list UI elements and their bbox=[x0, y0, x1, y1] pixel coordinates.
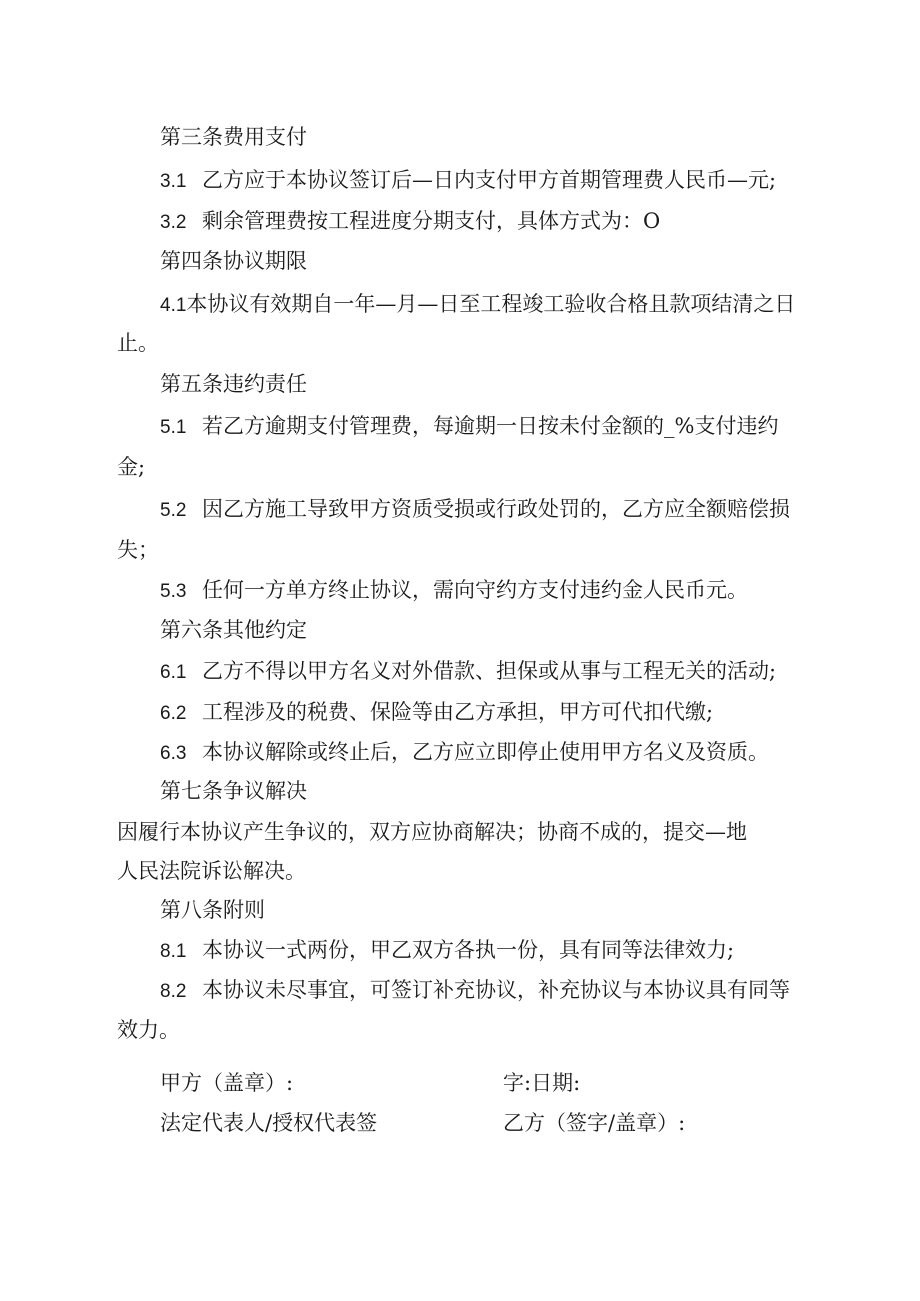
clause-8-2-cont: 效力。 bbox=[117, 1018, 180, 1042]
clause-text: 乙方不得以甲方名义对外借款、担保或从事与工程无关的活动; bbox=[202, 659, 777, 683]
clause-5-1 bbox=[160, 411, 778, 443]
clause-number: 6.2 bbox=[160, 703, 187, 724]
clause-text: 本协议未尽事宜，可签订补充协议，补充协议与本协议具有同等 bbox=[202, 978, 790, 1002]
clause-5-3 bbox=[160, 575, 748, 607]
clause-text: 本协议有效期自一年—月—日至工程竣工验收合格且款项结清之日 bbox=[186, 292, 796, 316]
clause-text: 因乙方施工导致甲方资质受损或行政处罚的，乙方应全额赔偿损 bbox=[202, 497, 790, 521]
clause-5-2 bbox=[160, 494, 790, 526]
clause-number: 8.1 bbox=[160, 941, 187, 962]
article-5-title: 第五条违约责任 bbox=[160, 372, 307, 396]
clause-number: 3.2 bbox=[160, 212, 187, 233]
clause-3-1 bbox=[160, 165, 776, 197]
clause-6-3 bbox=[160, 737, 769, 769]
clause-8-1 bbox=[160, 935, 734, 967]
sign-date-prefix: 字: bbox=[503, 1071, 532, 1095]
clause-5-2-cont: 失； bbox=[117, 538, 159, 562]
clause-number: 6.1 bbox=[160, 662, 187, 683]
clause-text: 若乙方逾期支付管理费，每逾期一日按未付金额的_%支付违约 bbox=[202, 414, 779, 438]
party-a-seal-label: 甲方（盖章）: bbox=[160, 1071, 294, 1095]
article-7-text-cont: 人民法院诉讼解决。 bbox=[117, 859, 306, 883]
article-7-text: 因履行本协议产生争议的，双方应协商解决；协商不成的，提交—地 bbox=[117, 820, 747, 844]
clause-text: 任何一方单方终止协议，需向守约方支付违约金人民币元。 bbox=[202, 578, 748, 602]
clause-text: 剩余管理费按工程进度分期支付，具体方式为：O bbox=[202, 209, 661, 233]
clause-number: 5.3 bbox=[160, 581, 187, 602]
article-8-title: 第八条附则 bbox=[160, 898, 265, 922]
clause-8-2 bbox=[160, 975, 790, 1007]
clause-text: 本协议一式两份，甲乙双方各执一份，具有同等法律效力; bbox=[202, 938, 735, 962]
clause-text: 本协议解除或终止后，乙方应立即停止使用甲方名义及资质。 bbox=[202, 740, 769, 764]
clause-text: 乙方应于本协议签订后—日内支付甲方首期管理费人民币—元; bbox=[202, 168, 777, 192]
date-label: 日期: bbox=[531, 1071, 581, 1095]
clause-number: 6.3 bbox=[160, 743, 187, 764]
clause-4-1 bbox=[160, 289, 795, 321]
article-3-title: 第三条费用支付 bbox=[160, 125, 307, 149]
clause-text: 工程涉及的税费、保险等由乙方承担，甲方可代扣代缴; bbox=[202, 700, 714, 724]
article-7-title: 第七条争议解决 bbox=[160, 779, 307, 803]
legal-rep-label: 法定代表人/授权代表签 bbox=[160, 1111, 378, 1135]
clause-3-2 bbox=[160, 206, 660, 238]
clause-5-1-cont: 金; bbox=[117, 455, 146, 479]
party-b-sign-label: 乙方（签字/盖章）: bbox=[503, 1111, 686, 1135]
clause-number: 3.1 bbox=[160, 171, 187, 192]
article-6-title: 第六条其他约定 bbox=[160, 618, 307, 642]
clause-6-2 bbox=[160, 697, 713, 729]
clause-number: 4.1 bbox=[160, 295, 187, 316]
clause-4-1-cont: 止。 bbox=[117, 331, 159, 355]
clause-number: 5.1 bbox=[160, 417, 187, 438]
article-4-title: 第四条协议期限 bbox=[160, 249, 307, 273]
clause-6-1 bbox=[160, 656, 776, 688]
clause-number: 8.2 bbox=[160, 981, 187, 1002]
clause-number: 5.2 bbox=[160, 500, 187, 521]
sign-date-label bbox=[503, 1068, 580, 1098]
